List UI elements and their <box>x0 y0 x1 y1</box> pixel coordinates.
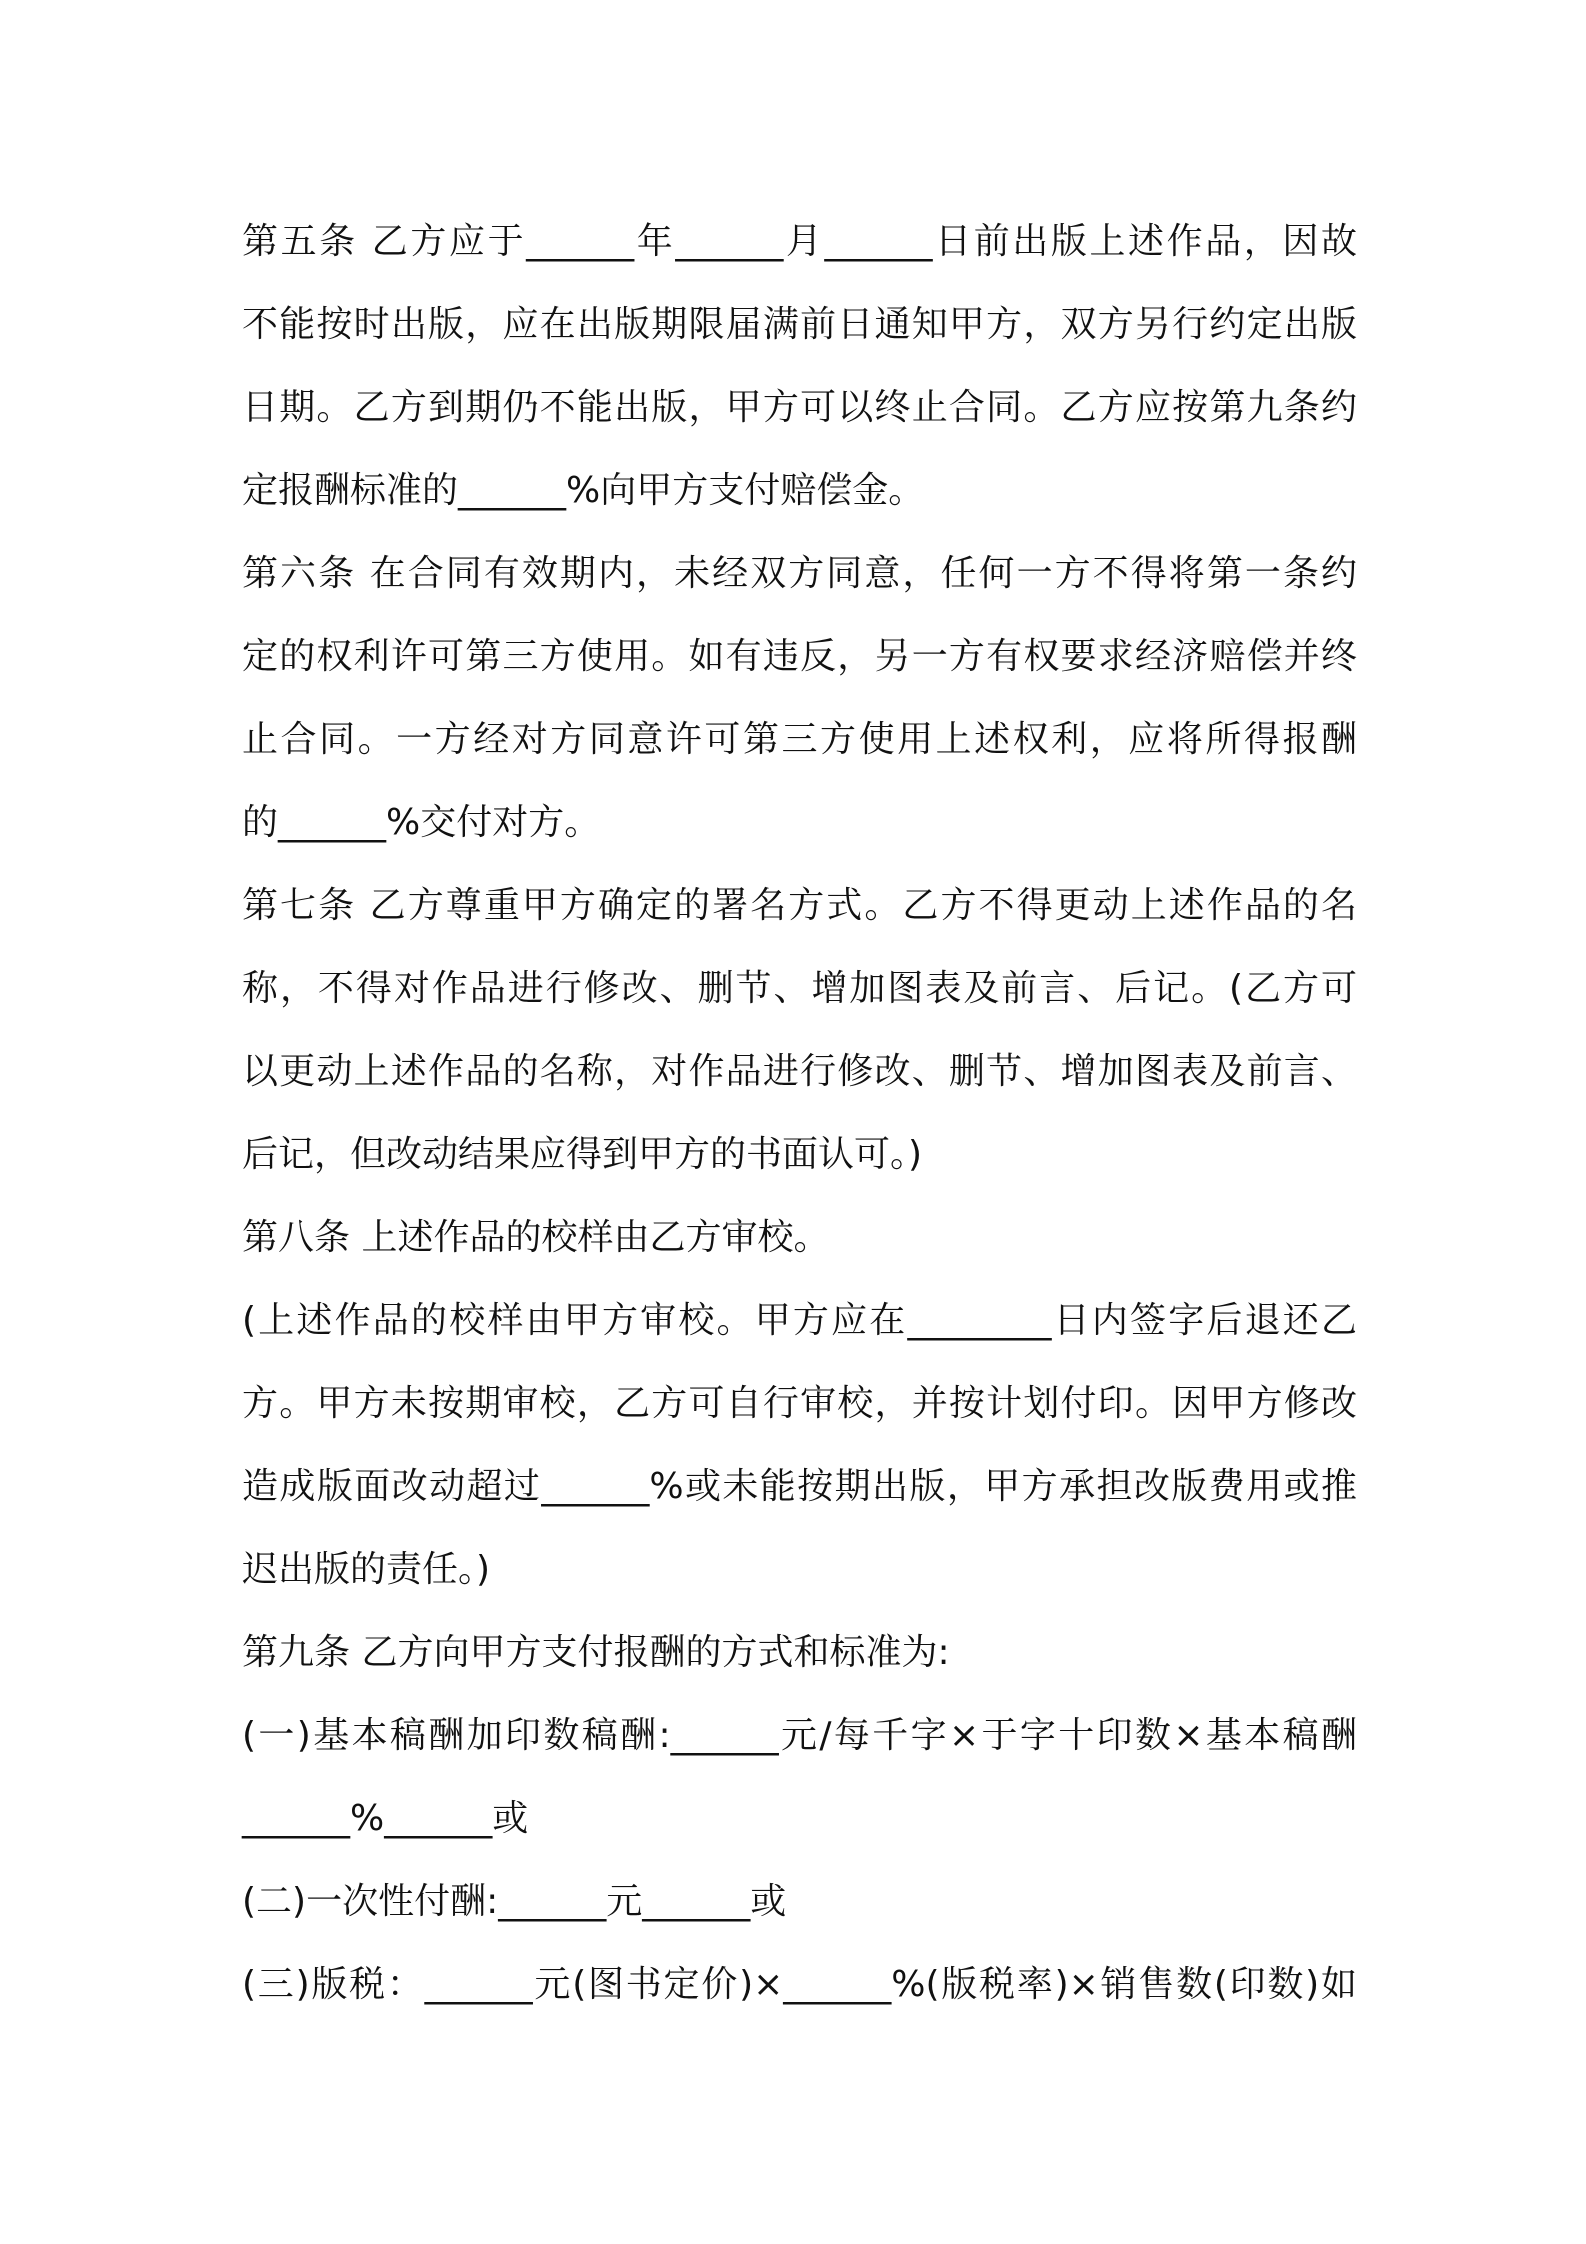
article-9-item-1-line-1: (一)基本稿酬加印数稿酬:______元/每千字×于字十印数×基本稿酬 <box>242 1715 1357 1756</box>
article-6-line-4: 的______%交付对方。 <box>242 802 601 843</box>
article-6-line-1: 第六条 在合同有效期内，未经双方同意，任何一方不得将第一条约 <box>242 553 1357 594</box>
article-7-line-3: 以更动上述作品的名称，对作品进行修改、删节、增加图表及前言、 <box>242 1051 1357 1092</box>
article-8-line-4: 造成版面改动超过______%或未能按期出版，甲方承担改版费用或推 <box>242 1466 1357 1507</box>
article-7-line-1: 第七条 乙方尊重甲方确定的署名方式。乙方不得更动上述作品的名 <box>242 885 1357 926</box>
article-8-line-2: (上述作品的校样由甲方审校。甲方应在________日内签字后退还乙 <box>242 1300 1357 1341</box>
article-5-line-2: 不能按时出版，应在出版期限届满前日通知甲方，双方另行约定出版 <box>242 304 1357 345</box>
article-6-line-3: 止合同。一方经对方同意许可第三方使用上述权利，应将所得报酬 <box>242 719 1357 760</box>
article-9-item-2: (二)一次性付酬:______元______或 <box>242 1881 787 1922</box>
article-9-line-1: 第九条 乙方向甲方支付报酬的方式和标准为: <box>242 1632 950 1673</box>
article-9-item-1-line-2: ______%______或 <box>242 1798 529 1839</box>
article-9-item-3: (三)版税：______元(图书定价)×______%(版税率)×销售数(印数)如 <box>242 1964 1357 2005</box>
article-7-line-4: 后记，但改动结果应得到甲方的书面认可。) <box>242 1134 923 1175</box>
article-5-line-1: 第五条 乙方应于______年______月______日前出版上述作品，因故 <box>242 221 1357 262</box>
article-8-line-3: 方。甲方未按期审校，乙方可自行审校，并按计划付印。因甲方修改 <box>242 1383 1357 1424</box>
article-7-line-2: 称，不得对作品进行修改、删节、增加图表及前言、后记。(乙方可 <box>242 968 1357 1009</box>
article-8-line-5: 迟出版的责任。) <box>242 1549 491 1590</box>
article-5-line-3: 日期。乙方到期仍不能出版，甲方可以终止合同。乙方应按第九条约 <box>242 387 1357 428</box>
article-5-line-4: 定报酬标准的______%向甲方支付赔偿金。 <box>242 470 925 511</box>
article-6-line-2: 定的权利许可第三方使用。如有违反，另一方有权要求经济赔偿并终 <box>242 636 1357 677</box>
document-page <box>242 200 1357 2026</box>
article-8-line-1: 第八条 上述作品的校样由乙方审校。 <box>242 1217 830 1258</box>
